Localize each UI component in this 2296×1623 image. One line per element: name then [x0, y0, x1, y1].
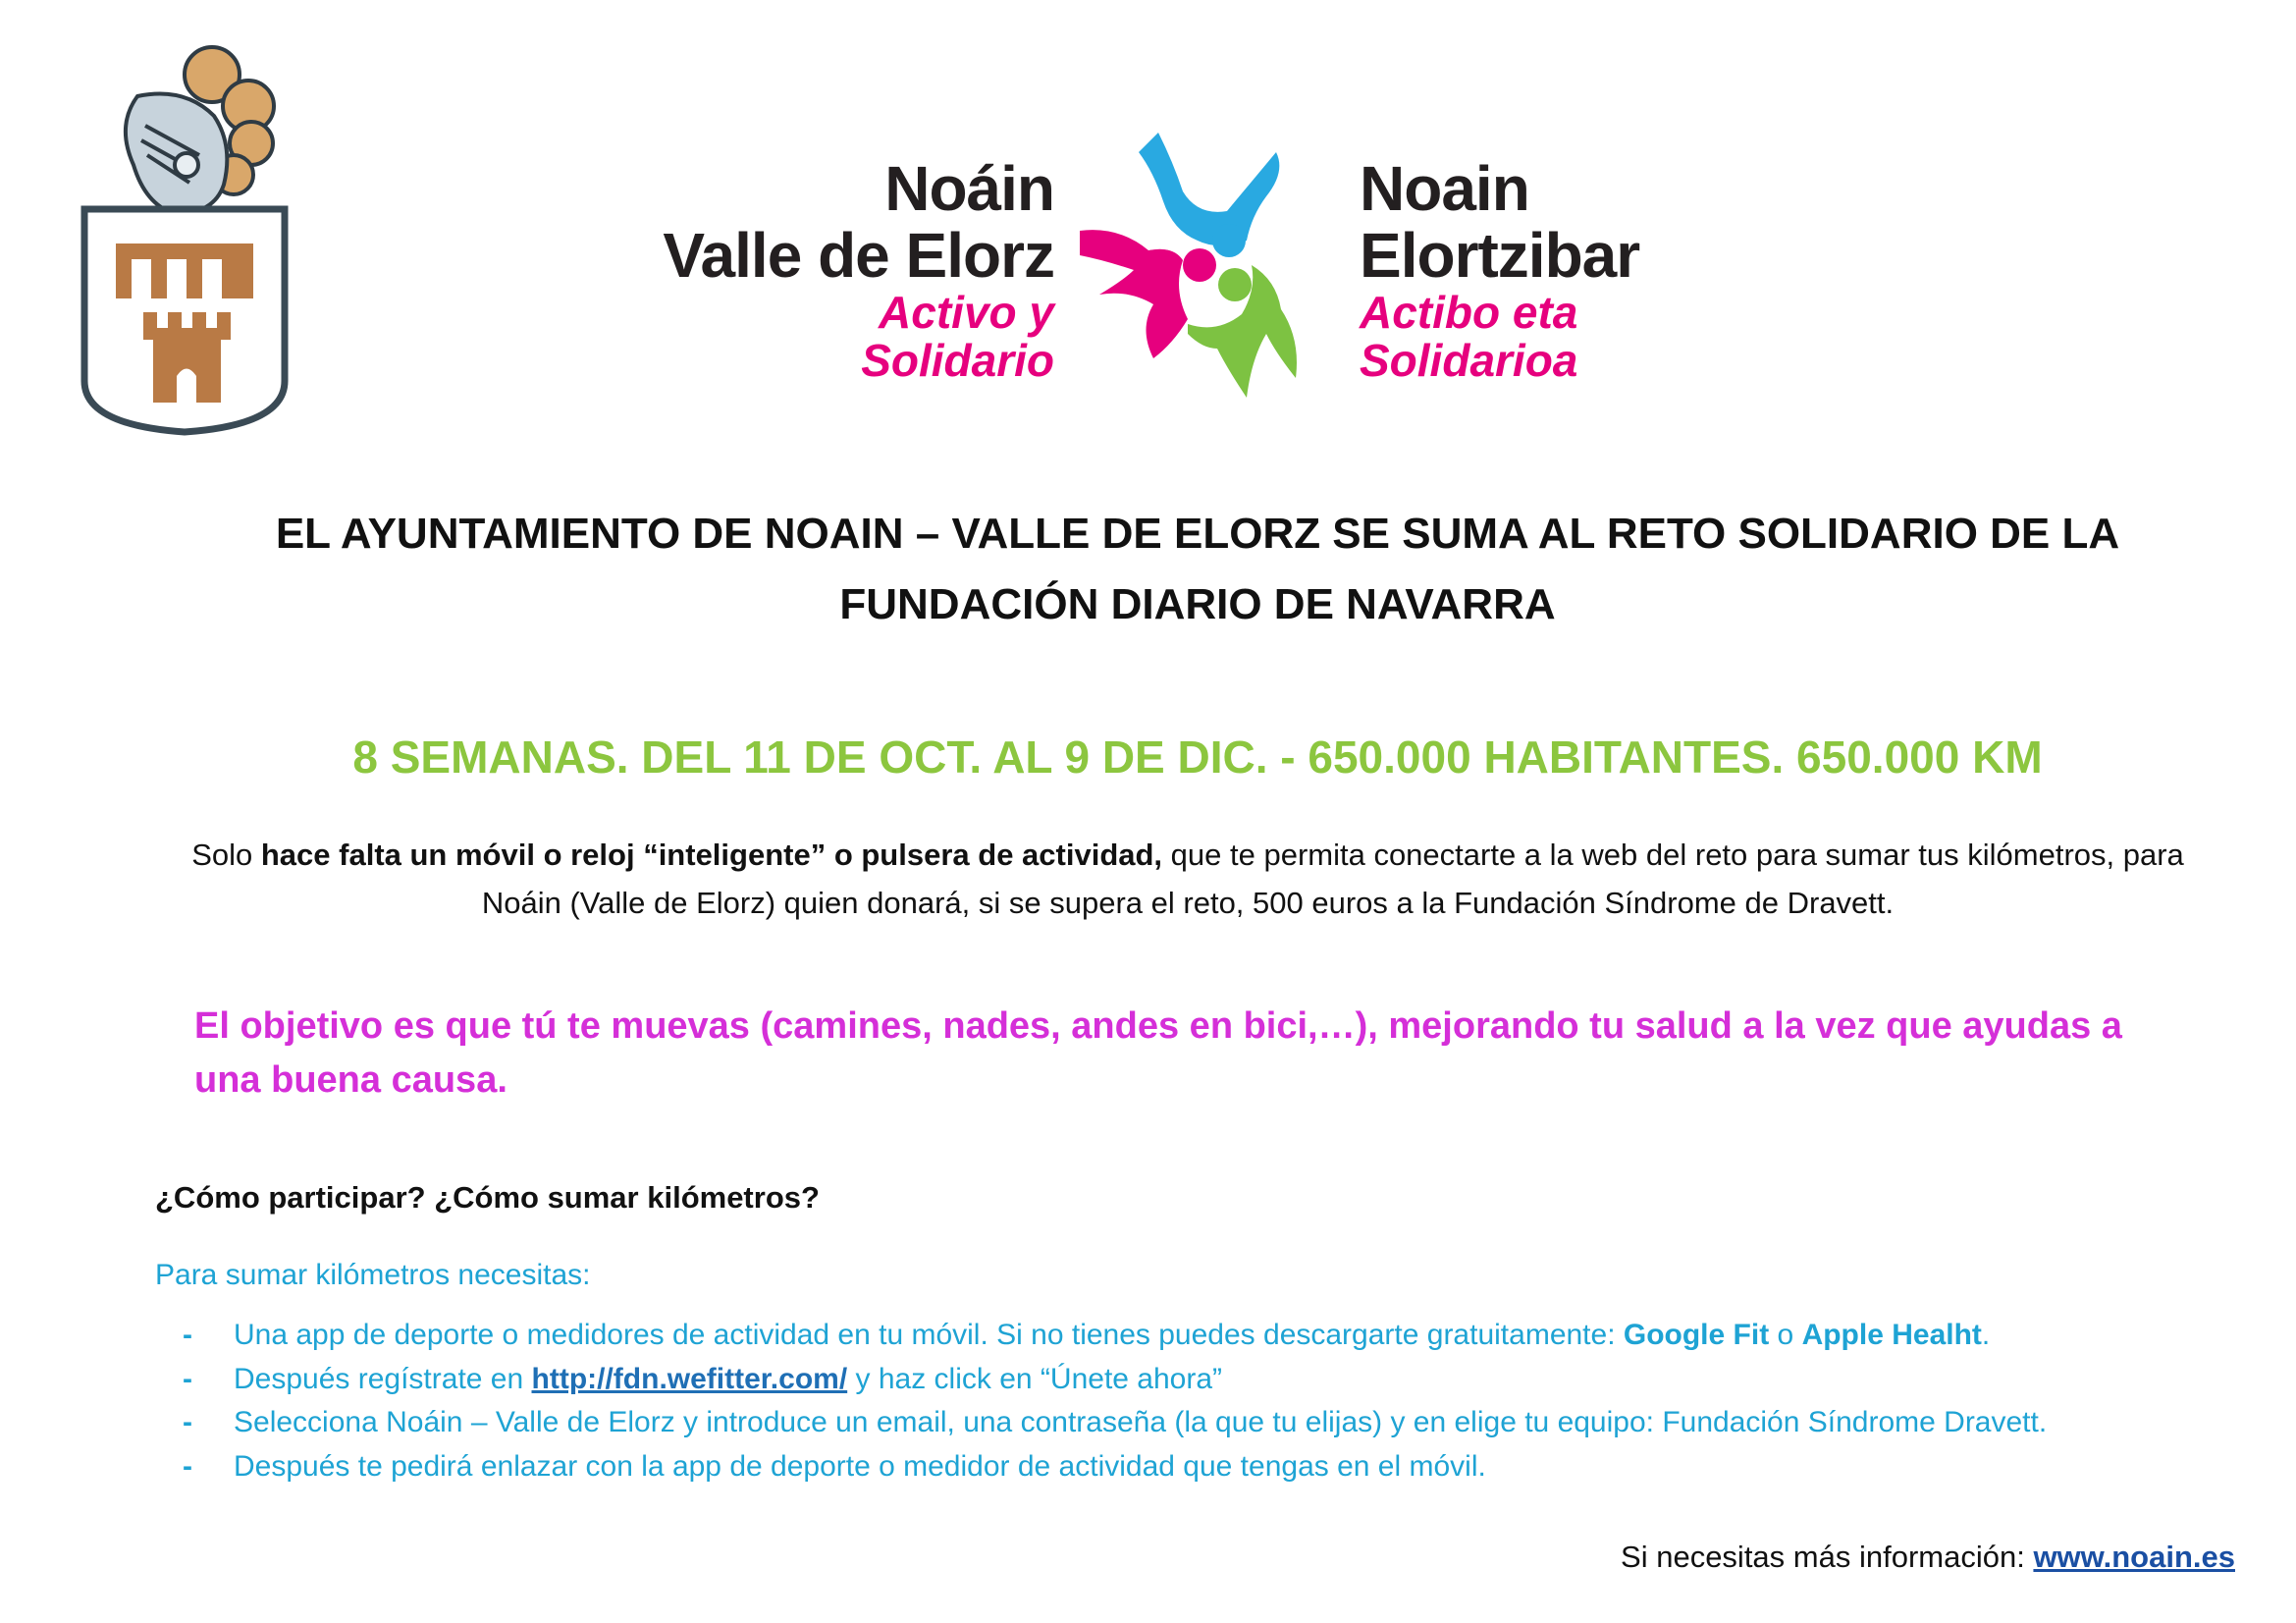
intro-post: que te permita conectarte a la web del reto para sumar tus kilómetros, para Noáin (Valle de Elorz) quien donará, si se supera el reto, 500 euros a la Fundación Síndrome de Dravett.	[481, 838, 2184, 920]
objective-text: El objetivo es que tú te muevas (camines, nades, andes en bici,…), mejorando tu salud a la vez que ayudas a una buena causa.	[194, 1005, 2122, 1101]
headline-line-2: FUNDACIÓN DIARIO DE NAVARRA	[839, 580, 1556, 628]
intro-paragraph	[157, 831, 2218, 927]
logo-title-noain: Noáin	[884, 153, 1054, 224]
footer-text: Si necesitas más información:	[1621, 1540, 2034, 1574]
intro-pre: Solo	[191, 838, 261, 872]
step-1-text: Una app de deporte o medidores de actividad en tu móvil. Si no tienes puedes descargarte gratuitamente:	[234, 1319, 1624, 1351]
logo-text-basque	[1360, 155, 1639, 385]
google-fit-label: Google Fit	[1623, 1319, 1770, 1351]
requirements-heading: Para sumar kilómetros necesitas:	[155, 1259, 591, 1291]
how-to-participate-heading: ¿Cómo participar? ¿Cómo sumar kilómetros?	[155, 1180, 820, 1215]
coat-of-arms-logo	[77, 37, 293, 440]
logo-tag-actibo: Actibo eta	[1360, 287, 1578, 338]
step-2-post: y haz click en “Únete ahora”	[847, 1362, 1223, 1395]
logo-tag-solidario: Solidario	[861, 335, 1054, 386]
logo-title-noain-eu: Noain	[1360, 153, 1529, 224]
wefitter-link[interactable]: http://fdn.wefitter.com/	[531, 1362, 848, 1395]
step-1-end: .	[1981, 1319, 1991, 1351]
step-2-text: Después regístrate en	[234, 1362, 532, 1395]
bullet-dash: -	[183, 1362, 192, 1395]
bullet-dash: -	[183, 1319, 192, 1351]
step-3-text: Selecciona Noáin – Valle de Elorz y introduce un email, una contraseña (la que tu elijas) y en elige tu equipo: Fundación Síndrome Dravett.	[234, 1406, 2048, 1438]
noain-website-link[interactable]: www.noain.es	[2033, 1540, 2235, 1574]
logo-text-spanish	[663, 155, 1054, 385]
challenge-summary: 8 SEMANAS. DEL 11 DE OCT. AL 9 DE DIC. - 650.000 HABITANTES. 650.000 KM	[352, 731, 2043, 783]
logo-title-elortzibar: Elortzibar	[1360, 220, 1640, 291]
headline-line-1: EL AYUNTAMIENTO DE NOAIN – VALLE DE ELORZ SE SUMA AL RETO SOLIDARIO DE LA	[275, 510, 2120, 558]
footer-info	[1621, 1540, 2235, 1575]
list-item	[183, 1445, 2264, 1489]
logo-tag-solidarioa: Solidarioa	[1360, 335, 1578, 386]
apple-health-label: Apple Healht	[1801, 1319, 1982, 1351]
logo-title-valle: Valle de Elorz	[663, 220, 1054, 291]
step-4-text: Después te pedirá enlazar con la app de deporte o medidor de actividad que tengas en el móvil.	[234, 1449, 1486, 1483]
list-item	[183, 1358, 2264, 1402]
bullet-dash: -	[183, 1449, 192, 1483]
intro-bold: hace falta un móvil o reloj “inteligente” o pulsera de actividad,	[260, 838, 1163, 872]
bullet-dash: -	[183, 1406, 192, 1438]
people-figures-icon	[1080, 123, 1335, 407]
steps-list	[183, 1314, 2264, 1488]
list-item	[183, 1314, 2264, 1358]
headline	[196, 499, 2199, 640]
logo-tag-activo: Activo y	[879, 287, 1054, 338]
list-item	[183, 1401, 2264, 1445]
helmet-icon	[126, 94, 227, 215]
step-1-mid: o	[1769, 1319, 1802, 1351]
